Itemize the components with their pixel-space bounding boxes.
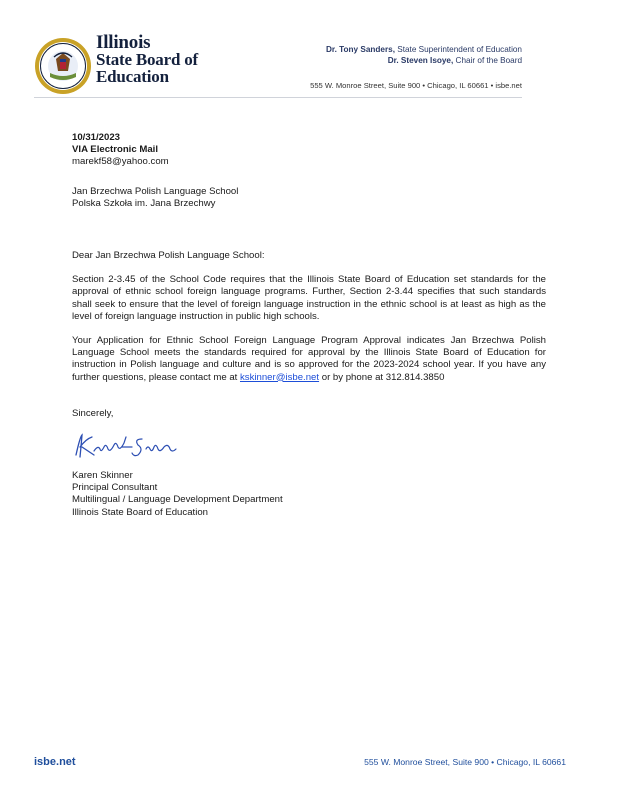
- signer-name: Karen Skinner: [72, 470, 133, 482]
- letter-body: [72, 132, 546, 519]
- paragraph-approval: [72, 335, 546, 384]
- recipient-email: marekf58@yahoo.com: [72, 156, 169, 168]
- letter-date: 10/31/2023: [72, 132, 121, 143]
- letterhead-address: 555 W. Monroe Street, Suite 900 • Chicago, IL 60661 • isbe.net: [310, 81, 522, 90]
- superintendent-name: Dr. Tony Sanders,: [325, 45, 395, 54]
- recipient-name-alt: Polska Szkoła im. Jana Brzechwy: [72, 197, 216, 209]
- salutation: Dear Jan Brzechwa Polish Language School:: [72, 250, 265, 262]
- footer-address: 555 W. Monroe Street, Suite 900 • Chicago, IL 60661: [364, 757, 566, 767]
- footer-site: isbe.net: [34, 756, 76, 768]
- approval-text: Your Application for Ethnic School Foreign Language Program Approval indicates Jan Brzechwa Polish Language School meets the standards required for approval by the Illinois State Board of Education for instruction in Polish language and culture and is so approved for the 2023-2024 school year. If you have any further questions, please contact me at: [72, 335, 546, 383]
- chair-name: Dr. Steven Isoye,: [387, 56, 454, 65]
- signer-department: Multilingual / Language Development Department: [72, 494, 283, 506]
- closing: Sincerely,: [72, 407, 114, 419]
- org-name-line2: State Board of: [96, 50, 199, 69]
- illinois-seal-icon: [34, 37, 92, 95]
- org-wordmark: [96, 34, 198, 85]
- recipient-name: Jan Brzechwa Polish Language School: [72, 185, 239, 197]
- chair-title: Chair of the Board: [455, 56, 522, 65]
- org-name-line3: Education: [96, 67, 169, 86]
- signer-organization: Illinois State Board of Education: [72, 506, 208, 518]
- recipient-block: [72, 186, 546, 210]
- superintendent-line: [310, 44, 522, 55]
- handwritten-signature: [72, 429, 202, 463]
- chair-line: [310, 55, 522, 66]
- approval-text-end: or by phone at 312.814.3850: [319, 371, 445, 383]
- delivery-method: VIA Electronic Mail: [72, 144, 159, 156]
- org-name-line1: Illinois: [96, 32, 151, 53]
- header-divider: [34, 97, 522, 98]
- signer-title: Principal Consultant: [72, 482, 158, 494]
- contact-email-link[interactable]: kskinner@isbe.net: [239, 371, 320, 383]
- superintendent-title: State Superintendent of Education: [397, 45, 522, 54]
- letterhead-officials: [310, 44, 522, 91]
- paragraph-standards: Section 2-3.45 of the School Code requires that the Illinois State Board of Education set standards for the approval of ethnic school foreign language programs. Further, Section 2-3.44 specifies that such standards shall seek to ensure that the level of foreign language instruction in the ethnic school is at least as high as the level of foreign language instruction in public high schools.: [72, 274, 546, 322]
